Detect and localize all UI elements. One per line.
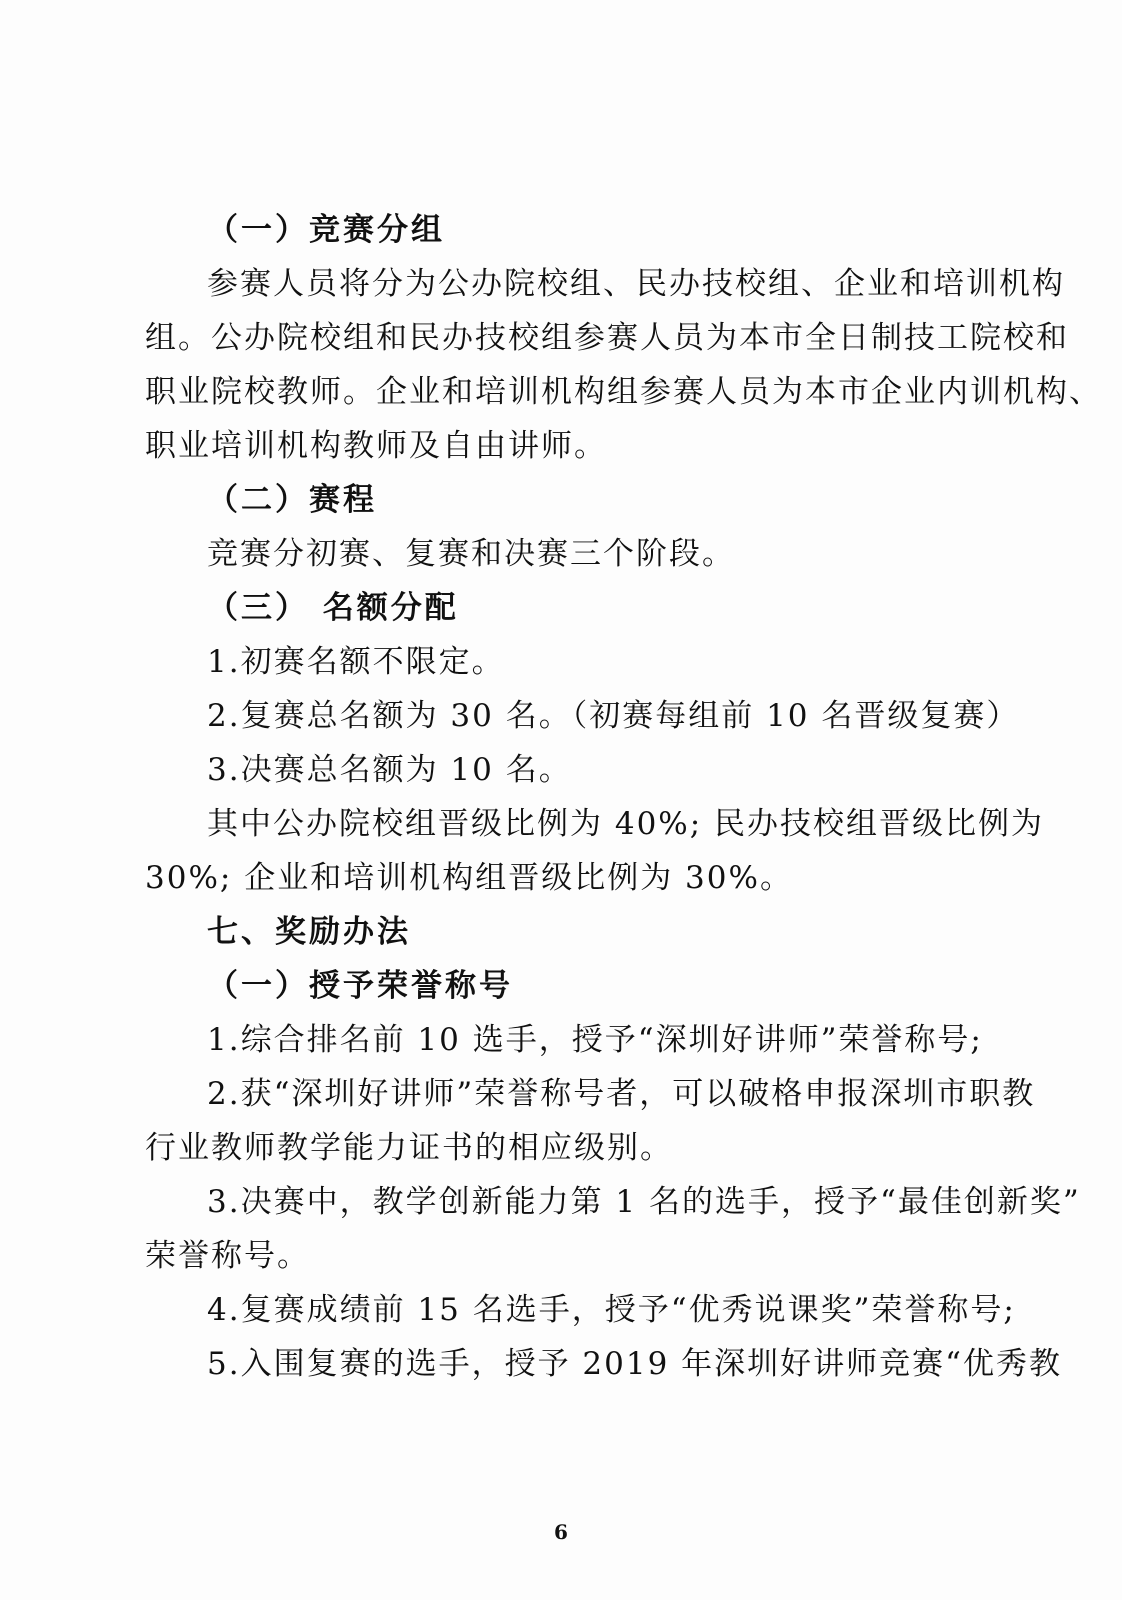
document-body — [145, 203, 1102, 1391]
list-item: 1.综合排名前 10 选手，授予“深圳好讲师”荣誉称号; — [207, 1022, 983, 1058]
list-item: 3.决赛中，教学创新能力第 1 名的选手，授予“最佳创新奖” — [207, 1184, 1081, 1220]
paragraph-line: 其中公办院校组晋级比例为 40%; 民办技校组晋级比例为 — [207, 806, 1045, 842]
list-item: 1.初赛名额不限定。 — [207, 644, 505, 680]
paragraph-line: 行业教师教学能力证书的相应级别。 — [145, 1130, 673, 1166]
section-heading-rewards: 七、奖励办法 — [207, 914, 411, 950]
section-heading-honorary-titles: （一）授予荣誉称号 — [207, 968, 513, 1004]
paragraph-line: 职业培训机构教师及自由讲师。 — [145, 428, 607, 464]
list-item: 3.决赛总名额为 10 名。 — [207, 752, 572, 788]
list-item: 2.获“深圳好讲师”荣誉称号者，可以破格申报深圳市职教 — [207, 1076, 1036, 1112]
paragraph-line: 竞赛分初赛、复赛和决赛三个阶段。 — [207, 536, 735, 572]
list-item: 5.入围复赛的选手，授予 2019 年深圳好讲师竞赛“优秀教 — [207, 1346, 1063, 1382]
list-item: 2.复赛总名额为 30 名。（初赛每组前 10 名晋级复赛） — [207, 698, 1020, 734]
list-item: 4.复赛成绩前 15 名选手，授予“优秀说课奖”荣誉称号; — [207, 1292, 1016, 1328]
paragraph-line: 职业院校教师。企业和培训机构组参赛人员为本市企业内训机构、 — [145, 374, 1102, 410]
paragraph-line: 荣誉称号。 — [145, 1238, 310, 1274]
section-heading-quota: （三） 名额分配 — [207, 590, 459, 626]
paragraph-line: 30%; 企业和培训机构组晋级比例为 30%。 — [145, 860, 793, 896]
paragraph-line: 参赛人员将分为公办院校组、民办技校组、企业和培训机构 — [207, 266, 1065, 302]
section-heading-schedule: （二）赛程 — [207, 482, 377, 518]
section-heading-competition-groups: （一）竞赛分组 — [207, 212, 445, 248]
page-number: 6 — [554, 1520, 568, 1544]
paragraph-line: 组。公办院校组和民办技校组参赛人员为本市全日制技工院校和 — [145, 320, 1069, 356]
